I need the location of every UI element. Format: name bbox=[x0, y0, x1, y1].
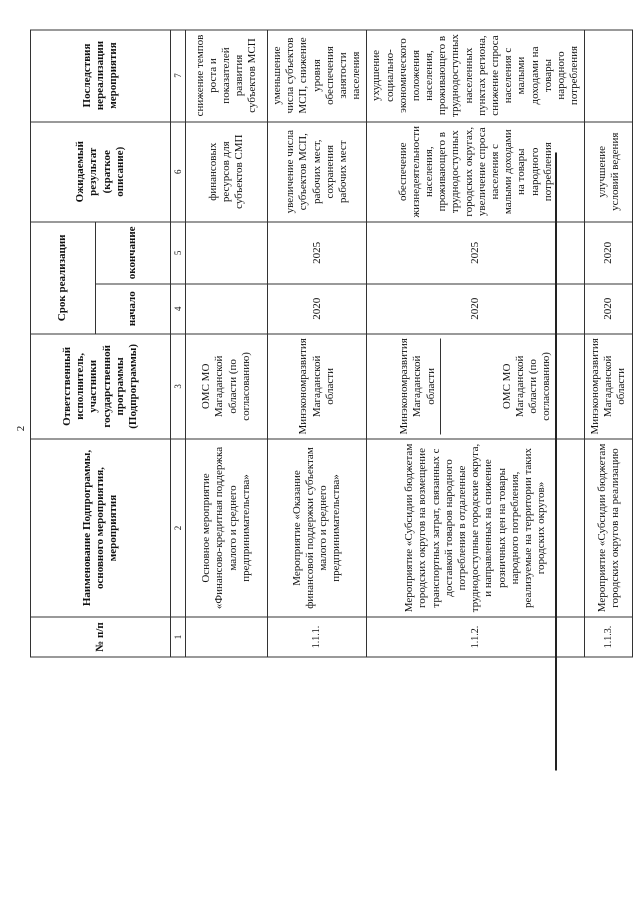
bottom-rule bbox=[555, 152, 557, 770]
table-header-row bbox=[31, 29, 96, 656]
row-end: 2025 bbox=[367, 221, 585, 283]
row-result: обеспечение жизнедеятельности населения, проживающего в труднодоступных городских округах, увеличение спроса населения с малыми доходами на товары народного потребления bbox=[367, 121, 585, 221]
row-responsible: Минэкономразвития Магаданской области bbox=[585, 333, 633, 438]
header-start: начало bbox=[96, 283, 171, 333]
row-result: финансовых ресурсов для субъектов СМП bbox=[186, 121, 268, 221]
row-responsible-top: Минэкономразвития Магаданской области bbox=[398, 338, 441, 434]
page-number: 2 bbox=[15, 425, 27, 431]
row-num bbox=[186, 617, 268, 657]
row-name: Мероприятие «Оказание финансовой поддержки субъектам малого и среднего предпринимательства» bbox=[268, 439, 367, 617]
row-num: 1.1.2. bbox=[367, 617, 585, 657]
table-row bbox=[367, 29, 585, 656]
row-start: 2020 bbox=[268, 283, 367, 333]
row-consequences: уменьшение числа субъектов МСП, снижение уровня обеспечения занятости населения bbox=[268, 29, 367, 121]
header-result: Ожидаемый результат (краткое описание) bbox=[31, 121, 171, 221]
row-consequences bbox=[585, 29, 633, 121]
column-index: 5 bbox=[171, 221, 186, 283]
table-row bbox=[186, 29, 268, 656]
row-responsible: ОМС МО Магаданской области (по согласованию) bbox=[186, 333, 268, 438]
row-result: улучшение условий ведения bbox=[585, 121, 633, 221]
row-start: 2020 bbox=[367, 283, 585, 333]
row-start: 2020 bbox=[585, 283, 633, 333]
table-row bbox=[268, 29, 367, 656]
column-index: 6 bbox=[171, 121, 186, 221]
row-name: Мероприятие «Субсидии бюджетам городских округов на реализацию bbox=[585, 439, 633, 617]
row-responsible: Минэкономразвития Магаданской области bbox=[268, 333, 367, 438]
header-num: № п/п bbox=[31, 617, 171, 657]
row-end bbox=[186, 221, 268, 283]
column-index: 2 bbox=[171, 439, 186, 617]
row-responsible: ОМС МО Магаданской области (по согласованию) bbox=[500, 351, 553, 421]
column-index: 7 bbox=[171, 29, 186, 121]
row-num: 1.1.3. bbox=[585, 617, 633, 657]
row-num: 1.1.1. bbox=[268, 617, 367, 657]
row-responsible-cell bbox=[367, 333, 585, 438]
column-index: 4 bbox=[171, 283, 186, 333]
column-index-row bbox=[171, 29, 186, 656]
header-period: Срок реализации bbox=[31, 221, 96, 333]
activities-table bbox=[30, 29, 633, 657]
header-name: Наименование Подпрограммы, основного мероприятия, мероприятия bbox=[31, 439, 171, 617]
table-row bbox=[585, 29, 633, 656]
header-responsible: Ответственный исполнитель, участники государственной программы (Подпрограммы) bbox=[31, 333, 171, 438]
row-consequences: ухудшение социально-экономического положения населения, проживающего в труднодоступных населенных пунктах региона, снижение спроса населения с малыми доходами на товары народного потребления bbox=[367, 29, 585, 121]
column-index: 3 bbox=[171, 333, 186, 438]
column-index: 1 bbox=[171, 617, 186, 657]
row-name: Основное мероприятие «Финансово-кредитная поддержка малого и среднего предпринимательства» bbox=[186, 439, 268, 617]
row-start bbox=[186, 283, 268, 333]
row-end: 2020 bbox=[585, 221, 633, 283]
row-end: 2025 bbox=[268, 221, 367, 283]
row-consequences: снижение темпов роста и показателей развития субъектов МСП bbox=[186, 29, 268, 121]
header-consequences: Последствия нереализации мероприятия bbox=[31, 29, 171, 121]
header-end: окончание bbox=[96, 221, 171, 283]
row-name: Мероприятие «Субсидии бюджетам городских округов на возмещение транспортных затрат, связанных с доставкой товаров народного потребления в отдаленные труднодоступные городские округа, и направленных на снижение розничных цен на товары народного потребления, реализуемые на территории таких городских округов» bbox=[367, 439, 585, 617]
row-result: увеличение числа субъектов МСП, рабочих мест, сохранения рабочих мест bbox=[268, 121, 367, 221]
